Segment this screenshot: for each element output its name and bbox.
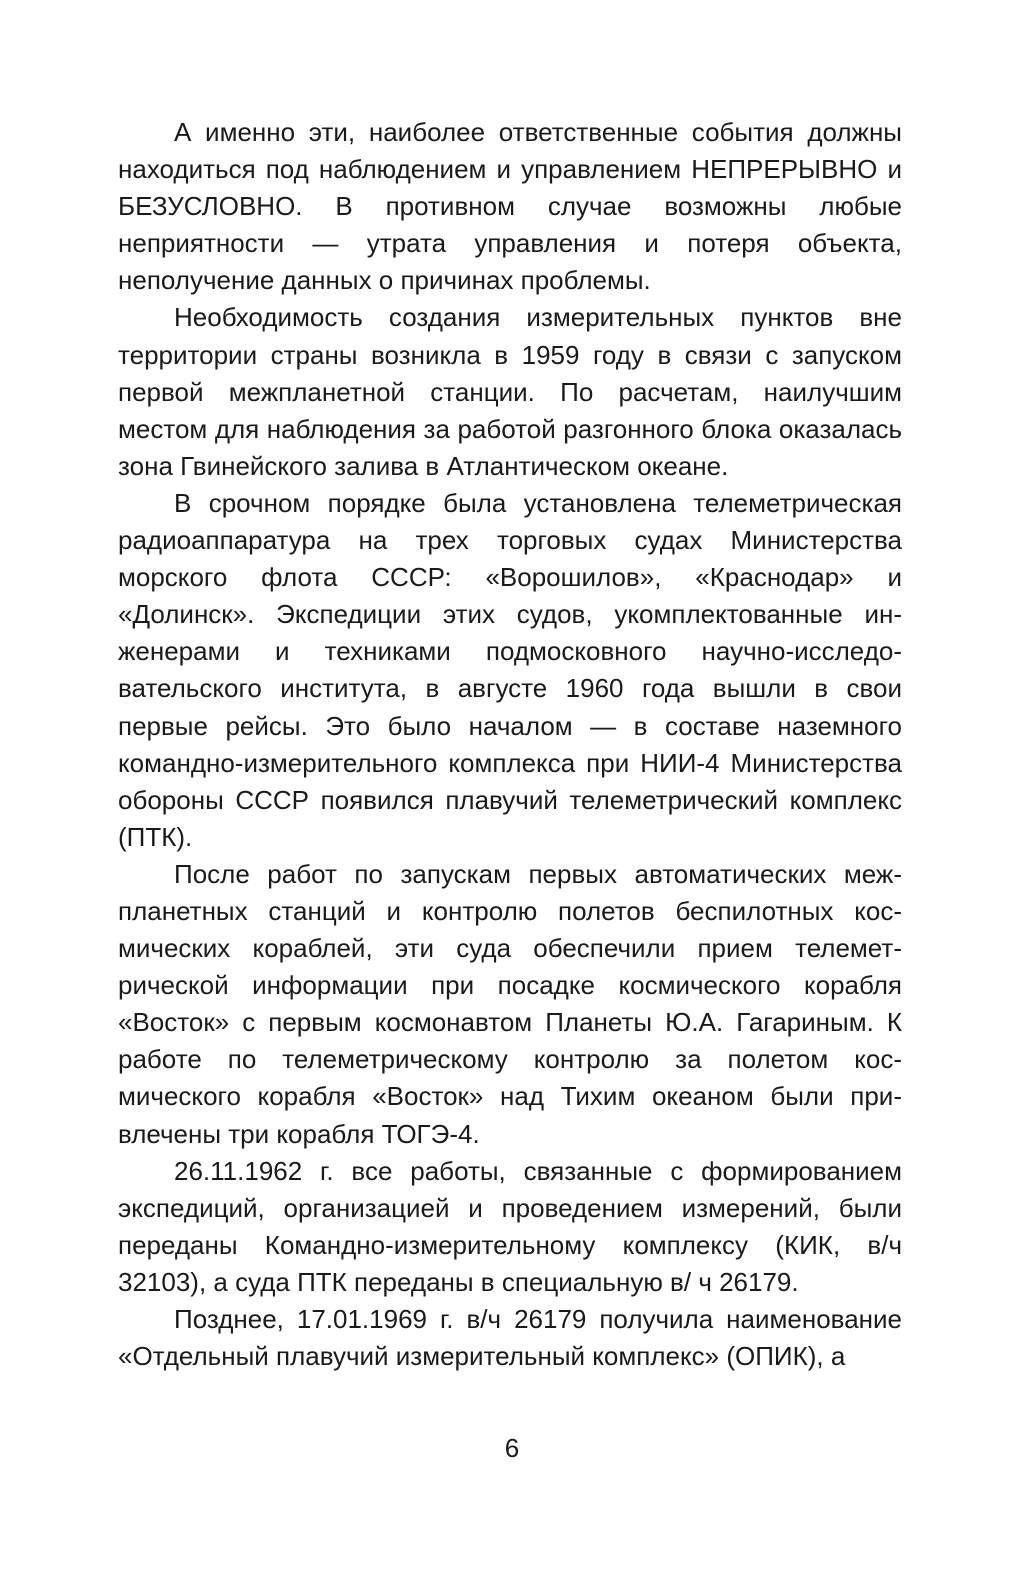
paragraph-5: 26.11.1962 г. все работы, связанные с формированием экспедиций, организацией и проведением измерений, были переданы Командно-измерительному комплексу (КИК, в/ч 32103), а суда ПТК переданы в специальную в/ ч 26179. — [118, 1155, 902, 1297]
page-body — [118, 114, 902, 1375]
paragraph-4: После работ по запускам первых автоматических межпланетных станций и контролю полетов беспилотных космических кораблей, эти суда обеспечили прием телеметрической информации при посадке космического корабля «Восток» с первым космонавтом Планеты Ю.А. Гагариным. К работе по телеметрическому контролю за полетом космического корабля «Восток» над Тихим океаном были привлечены три корабля ТОГЭ-4. — [118, 858, 902, 1149]
paragraph-3: В срочном порядке была установлена телеметрическая радиоаппаратура на трех торговых судах Министерства морского флота СССР: «Ворошилов», «Краснодар» и «Долинск». Экспедиции этих судов, укомплектованные инженерами и техниками подмосковного научно-исследовательского института, в августе 1960 года вышли в свои первые рейсы. Это было началом — в составе наземного командно-измерительного комплекса при НИИ-4 Министерства обороны СССР появился плавучий телеметрический комплекс (ПТК). — [118, 487, 902, 852]
paragraph-2: Необходимость создания измерительных пунктов вне территории страны возникла в 1959 году в связи с запуском первой межпланетной станции. По расчетам, наилучшим местом для наблюдения за работой разгонного блока оказалась зона Гвинейского залива в Атлантическом океане. — [118, 302, 902, 481]
paragraph-6: Позднее, 17.01.1969 г. в/ч 26179 получила наименование «Отдельный плавучий измерительный комплекс» (ОПИК), а — [118, 1304, 902, 1372]
paragraph-1: А именно эти, наиболее ответственные события должны находиться под наблюдением и управлением НЕПРЕРЫВНО и БЕЗУСЛОВНО. В противном случае возможны любые неприятности — утрата управления и потеря объекта, неполучение данных о причинах проблемы. — [118, 117, 902, 296]
page-number: 6 — [504, 1433, 520, 1463]
